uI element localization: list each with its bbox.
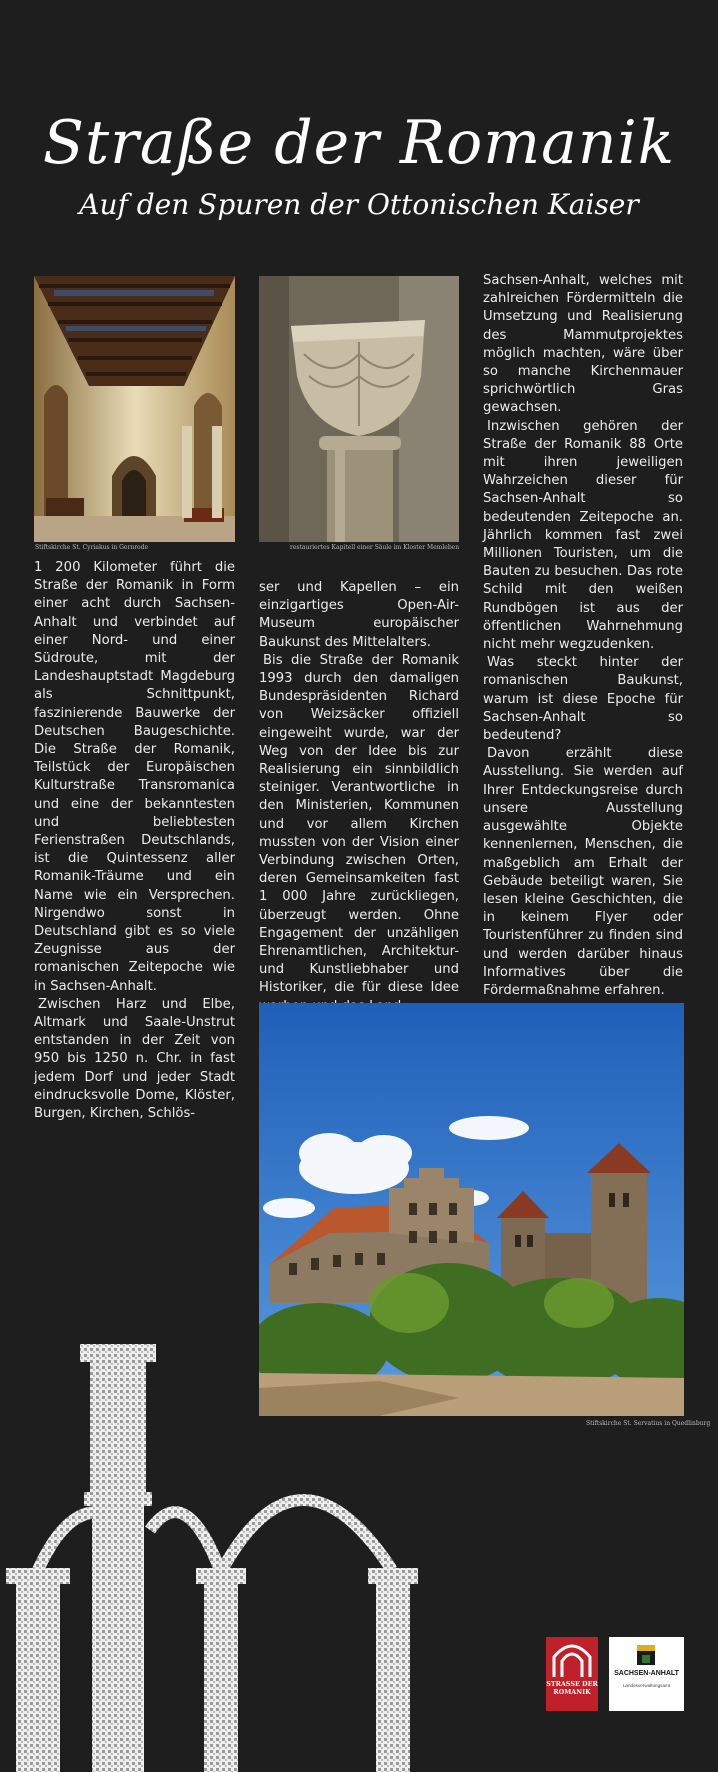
church-interior-photo — [34, 276, 235, 542]
sachsen-anhalt-subtitle: Landesverwaltungsamt — [622, 1683, 671, 1688]
sachsen-anhalt-logo — [609, 1637, 684, 1711]
page-subtitle: Auf den Spuren der Ottonischen Kaiser — [79, 188, 639, 221]
text-column-3 — [483, 272, 683, 1000]
quedlinburg-photo-caption: Stiftskirche St. Servatius in Quedlinburg — [586, 1420, 711, 1427]
text-column-2 — [259, 579, 459, 1016]
paragraph: Was steckt hinter der romanischen Baukunst, warum ist diese Epoche für Sachsen-Anhalt so bedeutend? — [483, 655, 683, 744]
text-column-1 — [34, 559, 235, 1123]
romanik-logo-text: STRASSE DER ROMANIK — [546, 1680, 598, 1696]
paragraph: ser und Kapellen – ein einzigartiges Open-Air-Museum europäischer Baukunst des Mittelalters. — [259, 580, 459, 650]
capital-photo — [259, 276, 459, 542]
interior-photo-caption: Stiftskirche St. Cyriakus in Gernrode — [35, 544, 149, 551]
strasse-der-romanik-logo — [546, 1637, 598, 1711]
paragraph: Bis die Straße der Romanik 1993 durch den damaligen Bundespräsidenten Richard von Weizsäcker offiziell eingeweiht wurde, war der Weg von der Idee bis zur Realisierung ein sinnbildlich steiniger. Verantwortliche in den Ministerien, Kommunen und vor allem Kirchen mussten von der Vision einer Verbindung zwischen Orten, deren Gemeinsamkeiten fast 1 000 Jahre zurückliegen, überzeugt werden. Ohne Engagement der unzähligen Ehrenamtlichen, Architektur- und Kunstliebhaber und Historiker, die für diese Idee — [259, 652, 459, 996]
romanesque-arcade-graphic — [0, 1330, 430, 1772]
paragraph: 1 200 Kilometer führt die Straße der Romanik in Form einer acht durch Sachsen-Anhalt und verbindet auf einer Nord- und einer Südroute, mit der Landeshauptstadt Magdeburg als Schnittpunkt, faszinierende Bauwerke der Deutschen Baugeschichte. Die Straße der Romanik, Teilstück der Europäischen Kulturstraße Transromanica und eine der bekanntesten und beliebtesten Ferienstraßen Deutschlands, ist die Quintessenz aller Romanik-Träume und ein Name wie ein Versprechen. Nirgendwo sonst in Deutschland gibt es so viele Zeugnisse aus der romanischen Zeitepoche wie in Sachsen-Anhalt. — [34, 560, 235, 994]
paragraph: Inzwischen gehören der Straße der Romanik 88 Orte mit ihren jeweiligen Wahrzeichen dieser für Sachsen-Anhalt so bedeutenden Zeitepoche an. Jährlich kommen fast zwei Millionen Touristen, um die Bauten zu besuchen. Das rote Schild mit den weißen Rundbögen ist aus der öffentlichen Wahrnehmung nicht mehr wegzudenken. — [483, 418, 683, 653]
paragraph: Zwischen Harz und Elbe, Altmark und Saale-Unstrut entstanden in der Zeit von 950 bis 1250 n. Chr. in fast jedem Dorf und jeder Stadt eindrucksvolle Dome, Klöster, Burgen, Kirchen, Schlös- — [34, 996, 235, 1122]
sachsen-anhalt-name: SACHSEN-ANHALT — [614, 1670, 679, 1677]
page-title: Straße der Romanik — [42, 108, 676, 178]
paragraph: Sachsen-Anhalt, welches mit zahlreichen Fördermitteln die Umsetzung und Realisierung des Mammutprojektes möglich machten, wäre über so manche Kirchenmauer sprichwörtlich Gras gewachsen. — [483, 273, 683, 416]
paragraph: Davon erzählt diese Ausstellung. Sie werden auf Ihrer Entdeckungsreise durch unsere Ausstellung ausgewählte Objekte kennenlernen, Menschen, die maßgeblich am Erhalt der Gebäude beteiligt waren, Sie lesen kleine Geschichten, die in keinem Flyer oder Touristenführer zu finden sind und werden darüber hinaus Informatives über die Fördermaßnahme erfahren. — [483, 746, 683, 998]
capital-photo-caption: restauriertes Kapitell einer Säule im Kloster Memleben — [290, 544, 460, 551]
